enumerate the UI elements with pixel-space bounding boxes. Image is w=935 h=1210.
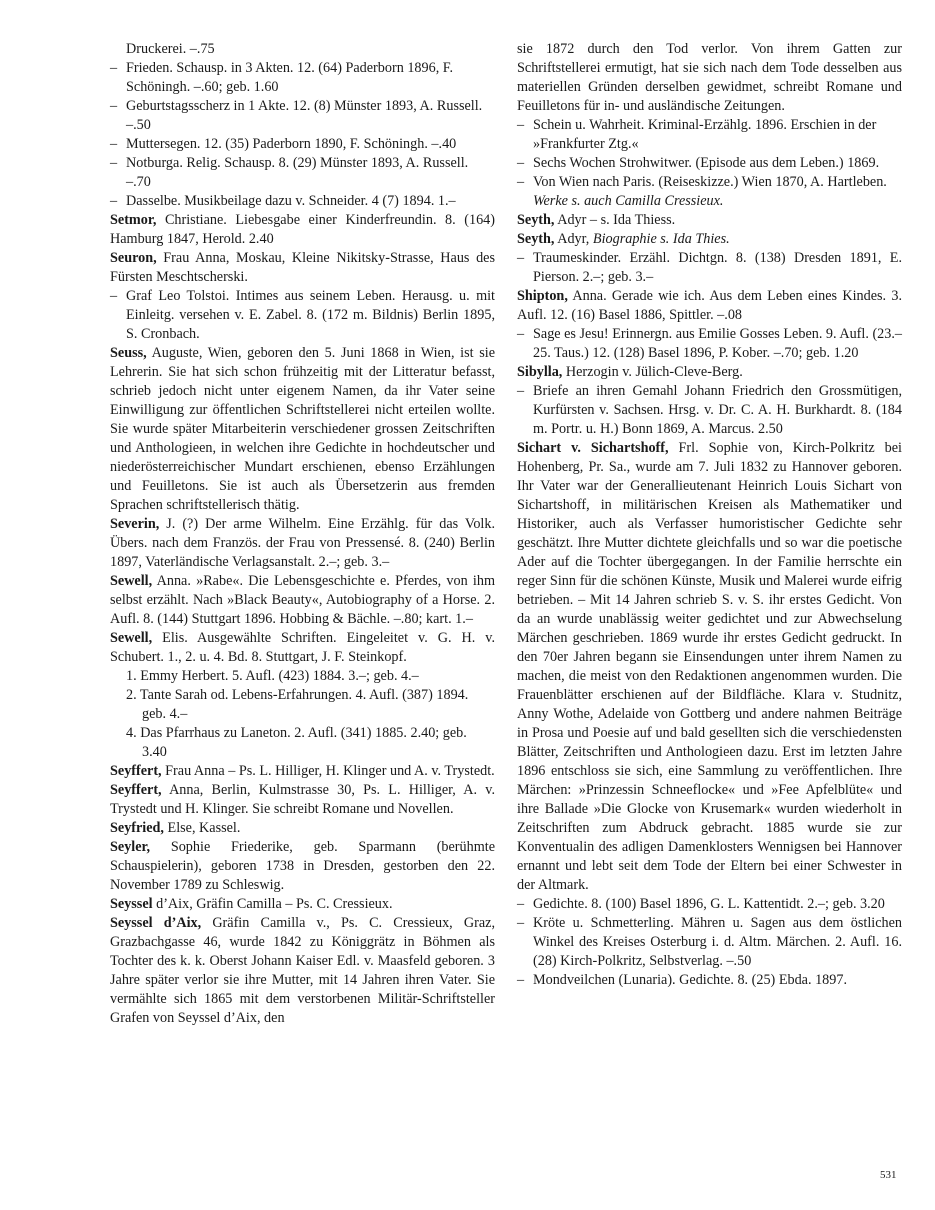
author-entry: Sewell, Anna. »Rabe«. Die Lebensgeschichte e. Pferdes, von ihm selbst erzählt. Nach »Black Beauty«, Autobiography of a Horse. 2. Aufl. 8. (144) Stuttgart 1896. Hobbing & Bächle. –.80; kart. 1.– bbox=[110, 573, 495, 627]
author-entry: Sibylla, Herzogin v. Jülich-Cleve-Berg. bbox=[517, 364, 743, 380]
work-entry: – Mondveilchen (Lunaria). Gedichte. 8. (25) Ebda. 1897. bbox=[517, 972, 847, 988]
headword: Sichart v. Sichartshoff, bbox=[517, 440, 669, 456]
headword: Seyth, bbox=[517, 231, 555, 247]
headword: Seyffert, bbox=[110, 782, 162, 798]
author-entry: Sichart v. Sichartshoff, Frl. Sophie von, Kirch-Polkritz bei Hohenberg, Pr. Sa., wurde am 7. Juli 1832 zu Hannover geboren. Ihr Vater war der Generallieutenant Heinrich Louis Sichart von Sichartshoff, in militärischen Kreisen als Mathematiker und Historiker, auch als Verfasser humoristischer Gedichte sehr geschätzt. Ihre Mutter dichtete gleichfalls und so war die poetische Ader auf die Tochter übergegangen. In der Familie herrschte ein reger Sinn für die schönen Künste, Musik und Malerei wurde eifrig betrieben. – Mit 14 Jahren schrieb S. v. S. ihr erstes Gedicht. Von da an wurde unablässig weiter gedichtet und zur Abwechselung Märchen geschrieben. 1869 wurde ihr erstes Gedicht gedruckt. In den 70er Jahren begann sie Einsendungen unter ihrem Namen zu machen, die meist von den Redaktionen angenommen wurden. Die Frauenblätter erschienen auf der Bildfläche. Klara v. Studnitz, Anny Wothe, Adelaide von Gottberg und andere nahmen Beiträge in Prosa und Poesie auf und bald gesellten sich die verschiedensten Blätter, Zeitschriften und Anthologieen dazu. Erst im letzten Jahre 1896 entschloss sie sich, eine Sammlung zu veröffentlichen. Ihre Märchen: »Prinzessin Schneeflocke« und »Fee Apfelblüte« und ihre Ballade »Die Glocke von Krusemark« wurden wiederholt in Zeitschriften zum Abdruck gebracht. 1885 wurde sie zur Konventualin des adligen Damenklosters Wennigsen bei Hannover ernannt und lebt seit dem Tode der Eltern bei einer Schwester in der Altmark. bbox=[517, 440, 902, 893]
headword: Seyssel d’Aix, bbox=[110, 915, 202, 931]
page-number: 531 bbox=[880, 1169, 897, 1181]
work-entry: – Dasselbe. Musikbeilage dazu v. Schneider. 4 (7) 1894. 1.– bbox=[110, 193, 456, 209]
headword: Seyffert, bbox=[110, 763, 162, 779]
author-entry: Seyssel d’Aix, Gräfin Camilla v., Ps. C. Cressieux, Graz, Grazbachgasse 46, wurde 1842 zu Königgrätz in Böhmen als Tochter des k. k. Oberst Johann Kaiser Edl. v. Maasfeld geboren. 3 Jahre später verlor sie ihre Mutter, mit 14 Jahren ihren Vater. Sie vermählte sich 1865 mit dem verstorbenen Militär-Schriftsteller Grafen von Seyssel d’Aix, den bbox=[110, 915, 495, 1026]
author-entry: Sewell, Elis. Ausgewählte Schriften. Eingeleitet v. G. H. v. Schubert. 1., 2. u. 4. Bd. 8. Stuttgart, J. F. Steinkopf. bbox=[110, 630, 496, 665]
author-entry: Severin, J. (?) Der arme Wilhelm. Eine Erzählg. für das Volk. Übers. nach dem Französ. der Frau von Pressensé. 8. (240) Berlin 1897, Vaterländische Verlagsanstalt. 2.–; geb. 3.– bbox=[110, 516, 496, 570]
headword: Setmor, bbox=[110, 212, 157, 228]
work-entry: – Gedichte. 8. (100) Basel 1896, G. L. Kattentidt. 2.–; geb. 3.20 bbox=[517, 896, 885, 912]
numbered-volume: 4. Das Pfarrhaus zu Laneton. 2. Aufl. (341) 1885. 2.40; geb. 3.40 bbox=[126, 725, 467, 760]
author-entry: Seuron, Frau Anna, Moskau, Kleine Nikitsky-Strasse, Haus des Fürsten Meschtscherski. bbox=[110, 250, 495, 285]
headword: Seuron, bbox=[110, 250, 157, 266]
work-entry: – Von Wien nach Paris. (Reiseskizze.) Wien 1870, A. Hartleben. bbox=[517, 174, 887, 190]
work-entry: – Sage es Jesu! Erinnergn. aus Emilie Gosses Leben. 9. Aufl. (23.–25. Taus.) 12. (128) Basel 1896, P. Kober. –.70; geb. 1.20 bbox=[517, 326, 902, 361]
headword: Shipton, bbox=[517, 288, 568, 304]
headword: Seuss, bbox=[110, 345, 147, 361]
headword: Sewell, bbox=[110, 573, 153, 589]
work-entry: – Frieden. Schausp. in 3 Akten. 12. (64) Paderborn 1896, F. Schöningh. –.60; geb. 1.60 bbox=[110, 60, 454, 95]
numbered-volume: 1. Emmy Herbert. 5. Aufl. (423) 1884. 3.–; geb. 4.– bbox=[126, 668, 419, 684]
author-entry: Seyfried, Else, Kassel. bbox=[110, 820, 241, 836]
headword: Seyth, bbox=[517, 212, 555, 228]
author-entry: Setmor, Christiane. Liebesgabe einer Kinderfreundin. 8. (164) Hamburg 1847, Herold. 2.40 bbox=[110, 212, 495, 247]
author-entry: Seyssel d’Aix, Gräfin Camilla – Ps. C. Cressieux. bbox=[110, 896, 393, 912]
author-entry: Shipton, Anna. Gerade wie ich. Aus dem Leben eines Kindes. 3. Aufl. 12. (16) Basel 1886, Spittler. –.08 bbox=[517, 288, 902, 323]
numbered-volume: 2. Tante Sarah od. Lebens-Erfahrungen. 4. Aufl. (387) 1894. geb. 4.– bbox=[126, 687, 469, 722]
continuation-paragraph: sie 1872 durch den Tod verlor. Von ihrem Gatten zur Schriftstellerei ermutigt, hat sie sich nach dem Tode desselben aus materiellen Gründen derselben gewidmet, schreibt Romane und Feuilletons für in- und ausländische Zeitungen. bbox=[517, 41, 902, 114]
continuation-line: Druckerei. –.75 bbox=[126, 41, 215, 57]
headword: Seyler, bbox=[110, 839, 151, 855]
author-entry: Seyth, Adyr – s. Ida Thiess. bbox=[517, 212, 676, 228]
headword: Seyfried, bbox=[110, 820, 164, 836]
headword: Sewell, bbox=[110, 630, 153, 646]
cross-reference-note: Werke s. auch Camilla Cressieux. bbox=[533, 193, 724, 209]
work-entry: – Schein u. Wahrheit. Kriminal-Erzählg. 1896. Erschien in der »Frankfurter Ztg.« bbox=[517, 117, 877, 152]
work-entry: – Traumeskinder. Erzähl. Dichtgn. 8. (138) Dresden 1891, E. Pierson. 2.–; geb. 3.– bbox=[517, 250, 902, 285]
right-column bbox=[517, 40, 902, 990]
work-entry: – Notburga. Relig. Schausp. 8. (29) Münster 1893, A. Russell. –.70 bbox=[110, 155, 469, 190]
author-entry: Seyth, Adyr, Biographie s. Ida Thies. bbox=[517, 231, 730, 247]
author-entry: Seyffert, Frau Anna – Ps. L. Hilliger, H. Klinger und A. v. Trystedt. bbox=[110, 763, 495, 779]
headword: Severin, bbox=[110, 516, 160, 532]
work-entry: – Graf Leo Tolstoi. Intimes aus seinem Leben. Herausg. u. mit Einleitg. versehen v. E. Zabel. 8. (172 m. Bildnis) Berlin 1895, S. Cronbach. bbox=[110, 288, 495, 342]
work-entry: – Geburtstagsscherz in 1 Akte. 12. (8) Münster 1893, A. Russell. –.50 bbox=[110, 98, 483, 133]
work-entry: – Muttersegen. 12. (35) Paderborn 1890, F. Schöningh. –.40 bbox=[110, 136, 457, 152]
author-entry: Seuss, Auguste, Wien, geboren den 5. Juni 1868 in Wien, ist sie Lehrerin. Sie hat sich schon frühzeitig mit der Litteratur befasst, schrieb jedoch nicht unter eigenem Namen, da ihr Vater seine Einwilligung zur öffentlichen Schriftstellerei nicht erteilen wollte. Sie wurde später Mitarbeiterin verschiedener grossen Zeitschriften und Anthologieen, in welchen ihre Gedichte in hochdeutscher und niederösterreichischer Mundart erschienen, ebenso Erzählungen und Feuilletons. Sie ist auch als Übersetzerin aus fremden Sprachen schriftstellerisch thätig. bbox=[110, 345, 495, 513]
author-entry: Seyffert, Anna, Berlin, Kulmstrasse 30, Ps. L. Hilliger, A. v. Trystedt und H. Klinger. Sie schreibt Romane und Novellen. bbox=[110, 782, 496, 817]
work-entry: – Sechs Wochen Strohwitwer. (Episode aus dem Leben.) 1869. bbox=[517, 155, 880, 171]
work-entry: – Briefe an ihren Gemahl Johann Friedrich den Grossmütigen, Kurfürsten v. Sachsen. Hrsg. v. Dr. C. A. H. Burkhardt. 8. (184 m. Portr. u. H.) Bonn 1869, A. Marcus. 2.50 bbox=[517, 383, 902, 437]
author-entry: Seyler, Sophie Friederike, geb. Sparmann (berühmte Schauspielerin), geboren 1738 in Dresden, gestorben den 22. November 1789 zu Schleswig. bbox=[110, 839, 495, 893]
headword: Sibylla, bbox=[517, 364, 563, 380]
left-column bbox=[110, 40, 495, 1028]
work-entry: – Kröte u. Schmetterling. Mähren u. Sagen aus dem östlichen Winkel des Kreises Osterburg i. d. Altm. Märchen. 2. Aufl. 16. (28) Kirch-Polkritz, Selbstverlag. –.50 bbox=[517, 915, 902, 969]
headword: Seyssel bbox=[110, 896, 153, 912]
